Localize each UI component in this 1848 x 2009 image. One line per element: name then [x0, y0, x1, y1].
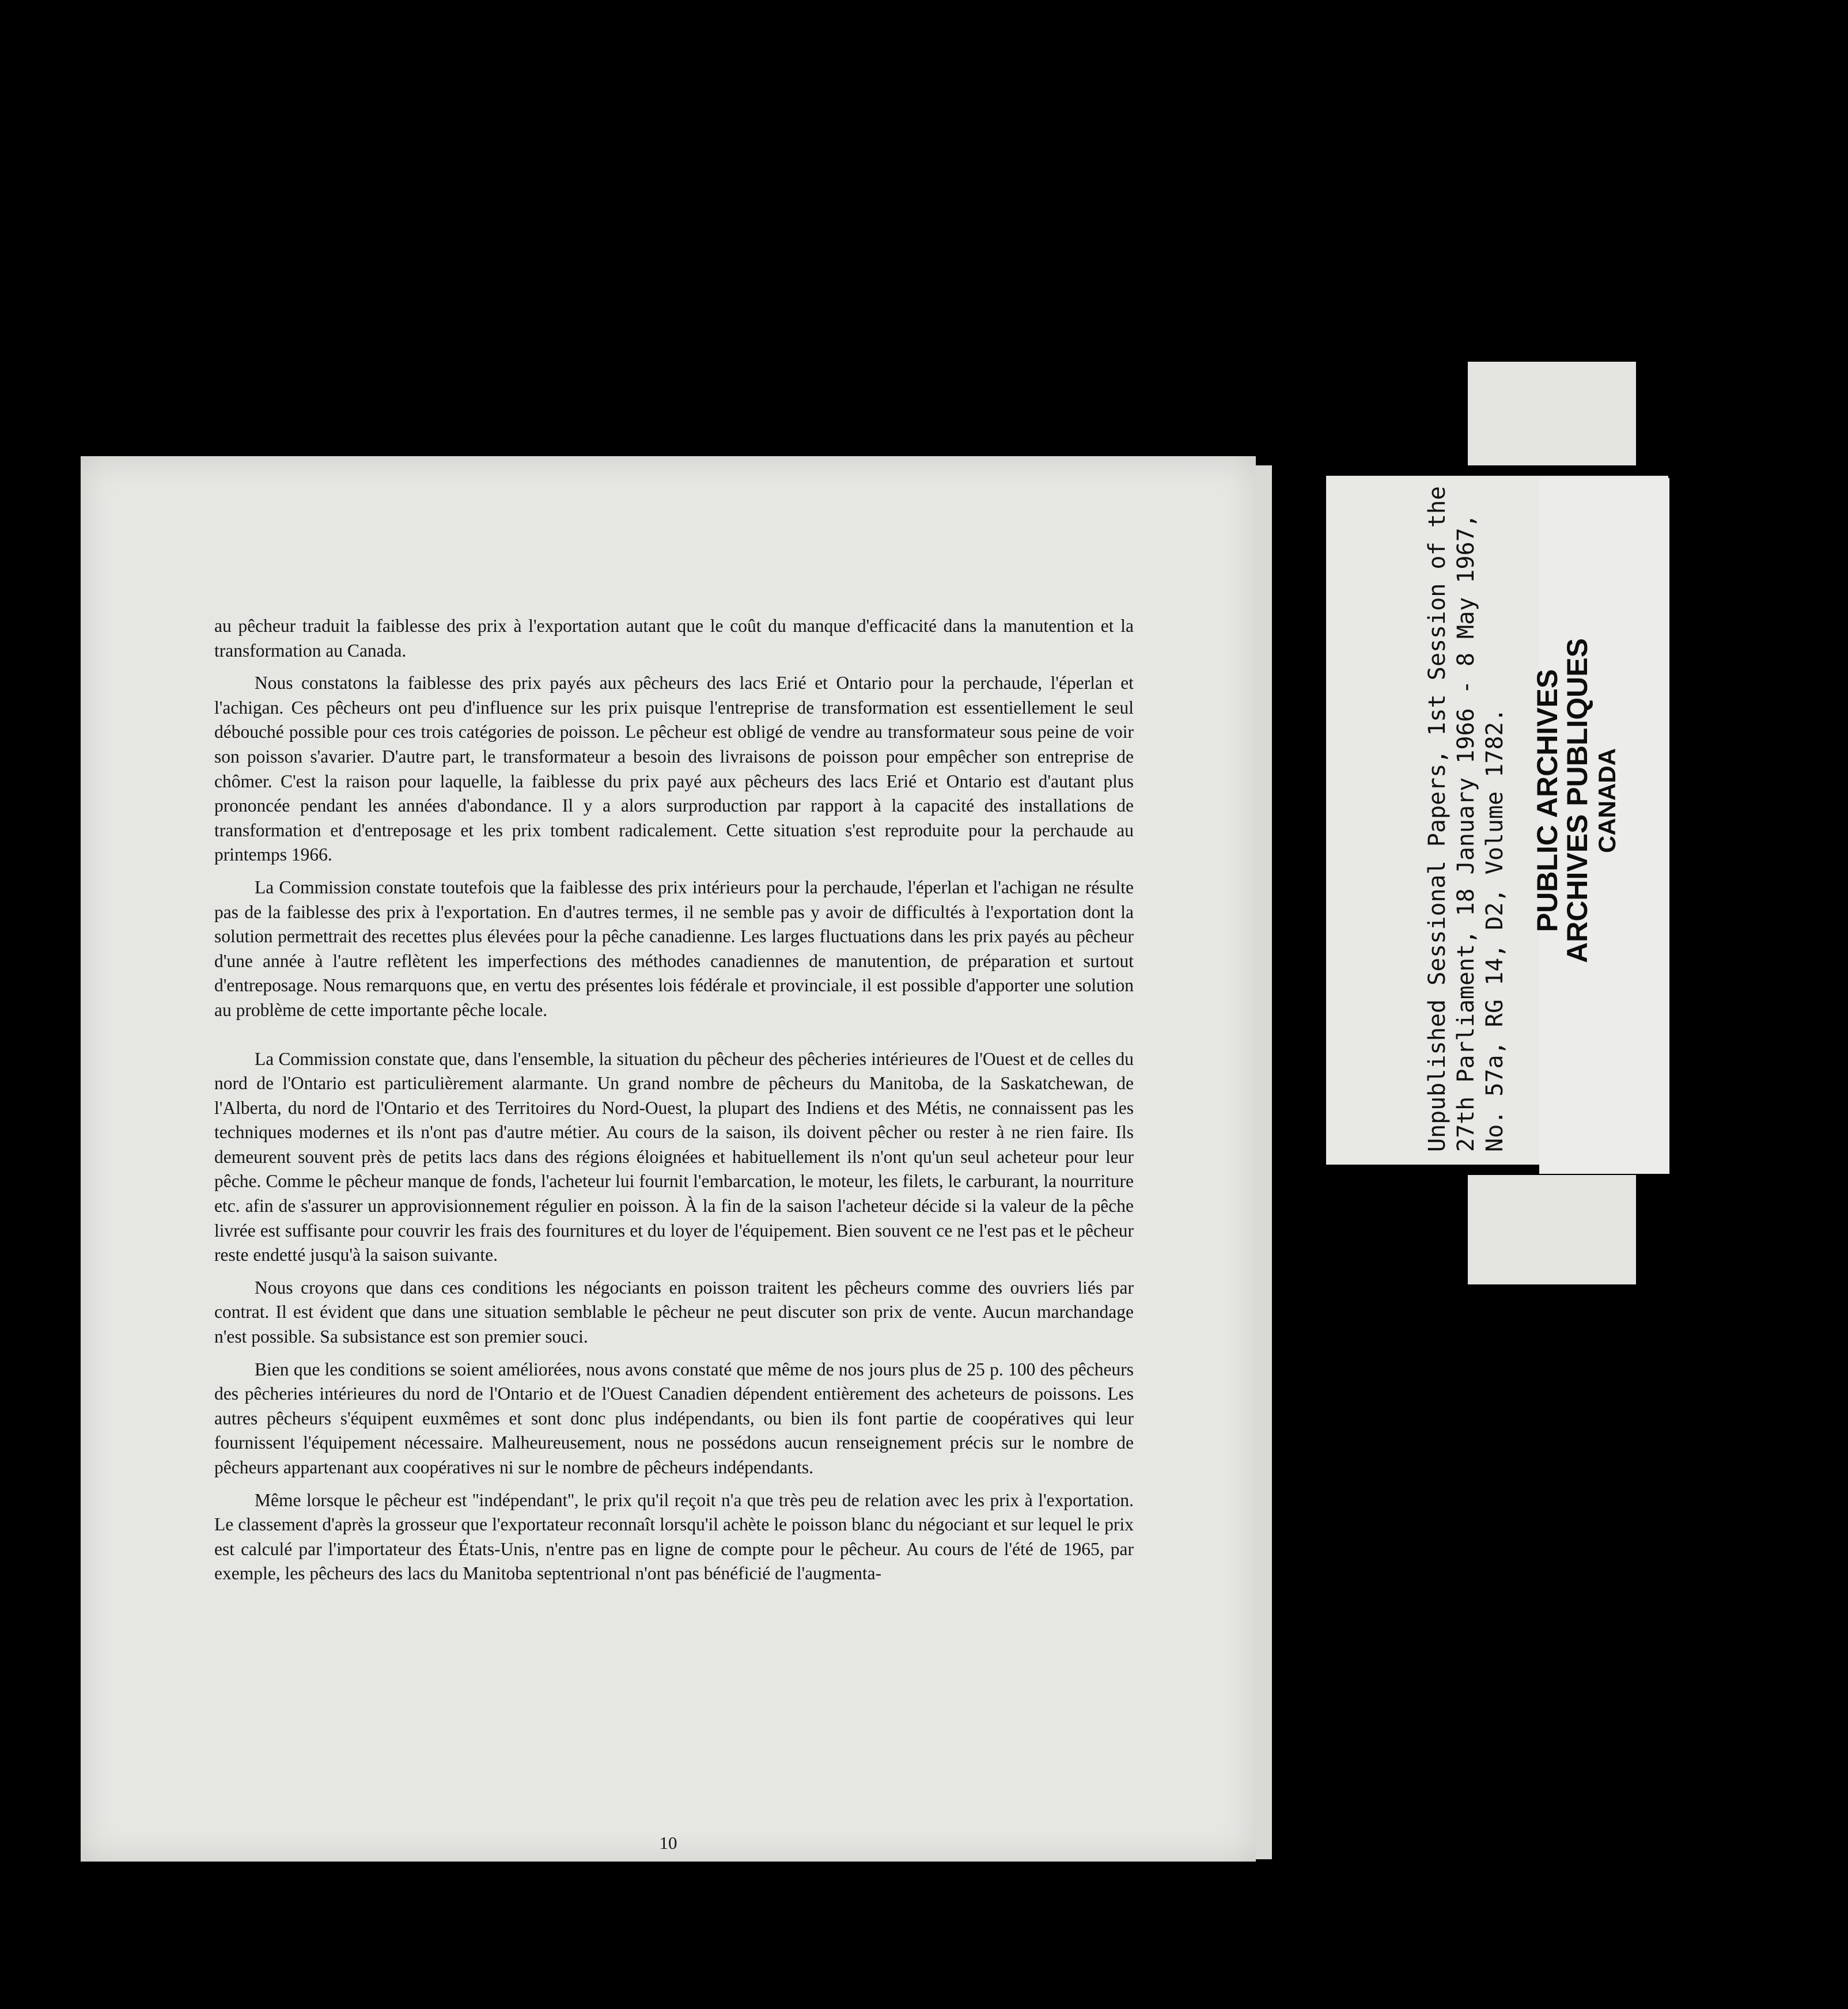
stamp-line: CANADA	[1593, 748, 1620, 853]
stamp-line: ARCHIVES PUBLIQUES	[1561, 638, 1593, 963]
paragraph: La Commission constate que, dans l'ensemble, la situation du pêcheur des pêcheries intérieures de l'Ouest et de celles du nord de l'Ontario est particulièrement alarmante. Un grand nombre de pêcheurs du Manitoba, de la Saskatchewan, de l'Alberta, du nord de l'Ontario et des Territoires du Nord-Ouest, la plupart des Indiens et des Métis, ne connaissent pas les techniques modernes et ils n'ont pas d'autre métier. Au cours de la saison, ils doivent pêcher ou rester à ne rien faire. Ils demeurent souvent près de petits lacs dans des régions éloignées et habituellement ils n'ont qu'un seul acheteur pour leur pêche. Comme le pêcheur manque de fonds, l'acheteur lui fournit l'embarcation, le moteur, les filets, le carburant, la nourriture etc. afin de s'assurer un approvisionnement régulier en poisson. À la fin de la saison l'acheteur décide si la valeur de la pêche livrée est suffisante pour couvrir les frais des fournitures et du loyer de l'équipement. Bien souvent ce ne l'est pas et le pêcheur reste endetté jusqu'à la saison suivante.	[214, 1048, 1134, 1265]
paragraph: La Commission constate toutefois que la faiblesse des prix intérieurs pour la perchaude, l'éperlan et l'achigan ne résulte pas de la faiblesse des prix à l'exportation. En d'autres termes, il ne semble pas y avoir de difficultés à l'exportation dont la solution permettrait des recettes plus élevées pour la pêche canadienne. Les larges fluctuations dans les prix payés au pêcheur d'une année à l'autre reflètent les imperfections des méthodes canadiennes de manutention, de préparation et surtout d'entreposage. Nous remarquons que, en vertu des présentes lois fédérale et provinciale, il est possible d'apporter une solution au problème de cette importante pêche locale.	[214, 877, 1134, 1020]
body-text	[214, 614, 1134, 1594]
document-page	[81, 456, 1256, 1862]
paragraph: Nous constatons la faiblesse des prix payés aux pêcheurs des lacs Erié et Ontario pour la perchaude, l'éperlan et l'achigan. Ces pêcheurs ont peu d'influence sur les prix puisque l'entreprise de transformation est essentiellement le seul débouché possible pour ces trois catégories de poisson. Le pêcheur est obligé de vendre au transformateur sous peine de voir son poisson s'avarier. D'autre part, le transformateur a besoin des livraisons de poisson pour empêcher son entreprise de chômer. C'est la raison pour laquelle, la faiblesse du prix payé aux pêcheurs des lacs Erié et Ontario est d'autant plus prononcée pendant les années d'abondance. Il y a alors surproduction par rapport à la capacité des installations de transformation et d'entreposage et les prix tombent radicalement. Cette situation s'est reproduite pour la perchaude au printemps 1966.	[214, 673, 1134, 865]
archive-citation	[1423, 484, 1509, 1152]
paragraph: Même lorsque le pêcheur est ''indépendant'', le prix qu'il reçoit n'a que très peu de relation avec les prix à l'exportation. Le classement d'après la grosseur que l'exportateur reconnaît lorsqu'il achète le poisson blanc du négociant et sur lequel le prix est calculé par l'importateur des États-Unis, n'entre pas en ligne de compte pour le pêcheur. Au cours de l'été de 1965, par exemple, les pêcheurs des lacs du Manitoba septentrional n'ont pas bénéficié de l'augmenta-	[214, 1489, 1134, 1584]
page-number: 10	[659, 1833, 677, 1853]
archive-citation-line: Unpublished Sessional Papers, 1st Session of the	[1424, 486, 1451, 1152]
paragraph: Bien que les conditions se soient améliorées, nous avons constaté que même de nos jours plus de 25 p. 100 des pêcheurs des pêcheries intérieures du nord de l'Ontario et de l'Ouest Canadien dépendent entièrement des acheteurs de poissons. Les autres pêcheurs s'équipent euxmêmes et sont donc plus indépendants, ou bien ils font partie de coopératives qui leur fournissent l'équipement nécessaire. Malheureusement, nous ne possédons aucun renseignement précis sur le nombre de pêcheurs appartenant aux coopératives ni sur le nombre de pêcheurs indépendants.	[214, 1359, 1134, 1477]
archive-citation-line: 27th Parliament, 18 January 1966 - 8 May 1967,	[1453, 514, 1479, 1152]
paragraph: au pêcheur traduit la faiblesse des prix à l'exportation autant que le coût du manque d'efficacité dans la manutention et la transformation au Canada.	[214, 616, 1134, 661]
label-card-tab-top	[1468, 362, 1636, 465]
archive-citation-line: No. 57a, RG 14, D2, Volume 1782.	[1482, 708, 1508, 1152]
paragraph: Nous croyons que dans ces conditions les négociants en poisson traitent les pêcheurs comme des ouvriers liés par contrat. Il est évident que dans une situation semblable le pêcheur ne peut discuter son prix de vente. Aucun marchandage n'est possible. Sa subsistance est son premier souci.	[214, 1277, 1134, 1347]
stamp-line: PUBLIC ARCHIVES	[1531, 669, 1563, 933]
archives-stamp	[1532, 622, 1622, 979]
label-card-tab-bottom	[1468, 1175, 1636, 1284]
